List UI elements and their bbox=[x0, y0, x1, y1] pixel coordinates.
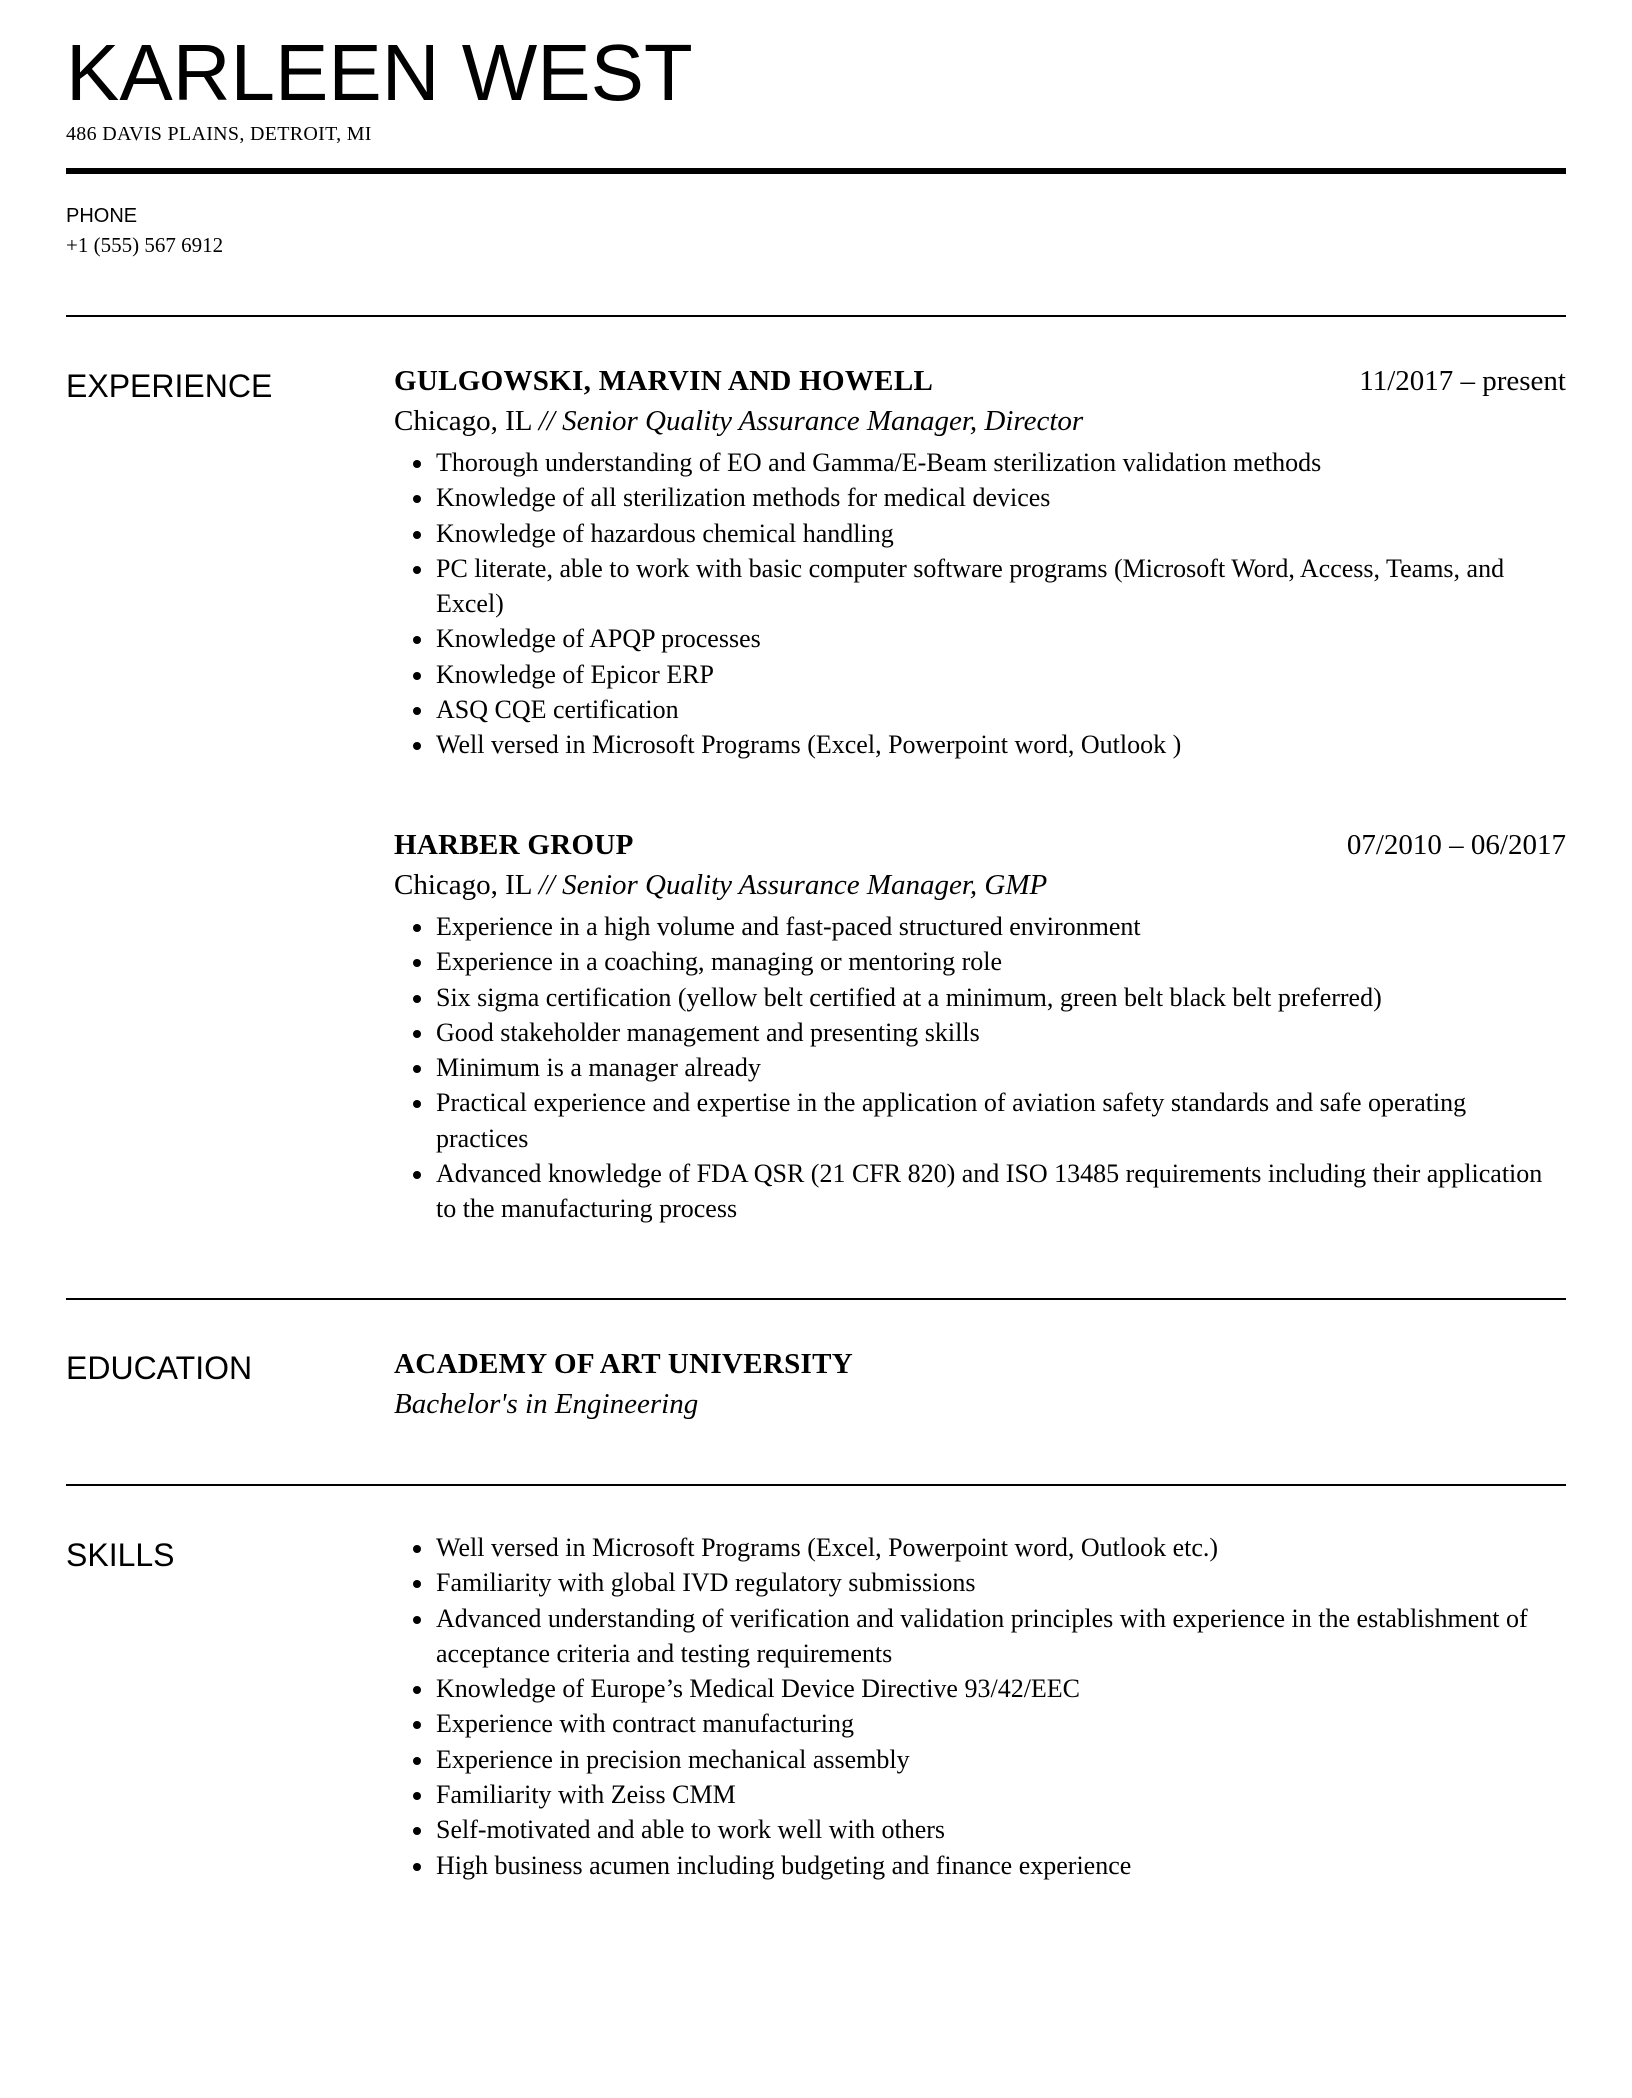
list-item: Familiarity with Zeiss CMM bbox=[436, 1777, 1566, 1812]
school-name: ACADEMY OF ART UNIVERSITY bbox=[394, 1348, 853, 1380]
education-section-title: EDUCATION bbox=[66, 1350, 253, 1386]
job-location: Chicago, IL bbox=[394, 869, 532, 901]
job-header bbox=[394, 825, 1566, 865]
candidate-name: KARLEEN WEST bbox=[66, 28, 693, 117]
list-item: Advanced knowledge of FDA QSR (21 CFR 820) and ISO 13485 requirements including their application to the manufacturing process bbox=[436, 1156, 1566, 1227]
job-role: Senior Quality Assurance Manager, Director bbox=[562, 405, 1084, 437]
list-item: Knowledge of all sterilization methods for medical devices bbox=[436, 480, 1566, 515]
job-header bbox=[394, 361, 1566, 401]
list-item: Six sigma certification (yellow belt certified at a minimum, green belt black belt preferred) bbox=[436, 980, 1566, 1015]
skills-section-title: SKILLS bbox=[66, 1537, 175, 1573]
list-item: Self-motivated and able to work well with others bbox=[436, 1812, 1566, 1847]
separator: // bbox=[538, 405, 555, 437]
phone-number: +1 (555) 567 6912 bbox=[66, 233, 224, 257]
list-item: Experience in precision mechanical assembly bbox=[436, 1742, 1566, 1777]
list-item: Knowledge of APQP processes bbox=[436, 621, 1566, 656]
job-bullets bbox=[394, 909, 1566, 1227]
phone-label: PHONE bbox=[66, 205, 138, 227]
degree: Bachelor's in Engineering bbox=[394, 1388, 699, 1420]
section-divider-education bbox=[66, 1298, 1566, 1300]
list-item: Knowledge of Europe’s Medical Device Directive 93/42/EEC bbox=[436, 1671, 1566, 1706]
job-role: Senior Quality Assurance Manager, GMP bbox=[562, 869, 1048, 901]
job-location: Chicago, IL bbox=[394, 405, 532, 437]
list-item: Knowledge of Epicor ERP bbox=[436, 657, 1566, 692]
list-item: Practical experience and expertise in the application of aviation safety standards and safe operating practices bbox=[436, 1085, 1566, 1156]
list-item: Experience in a high volume and fast-paced structured environment bbox=[436, 909, 1566, 944]
job-bullets bbox=[394, 445, 1566, 763]
list-item: Experience in a coaching, managing or mentoring role bbox=[436, 944, 1566, 979]
list-item: Well versed in Microsoft Programs (Excel, Powerpoint word, Outlook etc.) bbox=[436, 1530, 1566, 1565]
experience-section-title: EXPERIENCE bbox=[66, 368, 273, 404]
experience-list-2 bbox=[394, 825, 1566, 1227]
skills-list-container bbox=[394, 1530, 1566, 1883]
list-item: Knowledge of hazardous chemical handling bbox=[436, 516, 1566, 551]
list-item: Thorough understanding of EO and Gamma/E-Beam sterilization validation methods bbox=[436, 445, 1566, 480]
list-item: High business acumen including budgeting and finance experience bbox=[436, 1848, 1566, 1883]
company-name: HARBER GROUP bbox=[394, 829, 634, 861]
separator: // bbox=[538, 869, 555, 901]
experience-list bbox=[394, 361, 1566, 763]
education-entry bbox=[394, 1344, 1566, 1424]
list-item: Well versed in Microsoft Programs (Excel, Powerpoint word, Outlook ) bbox=[436, 727, 1566, 762]
header-divider bbox=[66, 168, 1566, 174]
list-item: Advanced understanding of verification and validation principles with experience in the establishment of acceptance criteria and testing requirements bbox=[436, 1601, 1566, 1672]
job-subtitle bbox=[394, 401, 1566, 441]
list-item: Minimum is a manager already bbox=[436, 1050, 1566, 1085]
skills-list bbox=[394, 1530, 1566, 1883]
candidate-address: 486 DAVIS PLAINS, DETROIT, MI bbox=[66, 123, 372, 145]
list-item: Experience with contract manufacturing bbox=[436, 1706, 1566, 1741]
job-dates: 07/2010 – 06/2017 bbox=[1346, 829, 1566, 861]
company-name: GULGOWSKI, MARVIN AND HOWELL bbox=[394, 365, 934, 397]
section-divider-skills bbox=[66, 1484, 1566, 1486]
job-dates: 11/2017 – present bbox=[1359, 365, 1566, 397]
job-subtitle bbox=[394, 865, 1566, 905]
list-item: Familiarity with global IVD regulatory submissions bbox=[436, 1565, 1566, 1600]
list-item: Good stakeholder management and presenting skills bbox=[436, 1015, 1566, 1050]
list-item: ASQ CQE certification bbox=[436, 692, 1566, 727]
list-item: PC literate, able to work with basic computer software programs (Microsoft Word, Access, Teams, and Excel) bbox=[436, 551, 1566, 622]
job-entry bbox=[394, 825, 1566, 1227]
job-entry bbox=[394, 361, 1566, 763]
section-divider-experience bbox=[66, 315, 1566, 317]
